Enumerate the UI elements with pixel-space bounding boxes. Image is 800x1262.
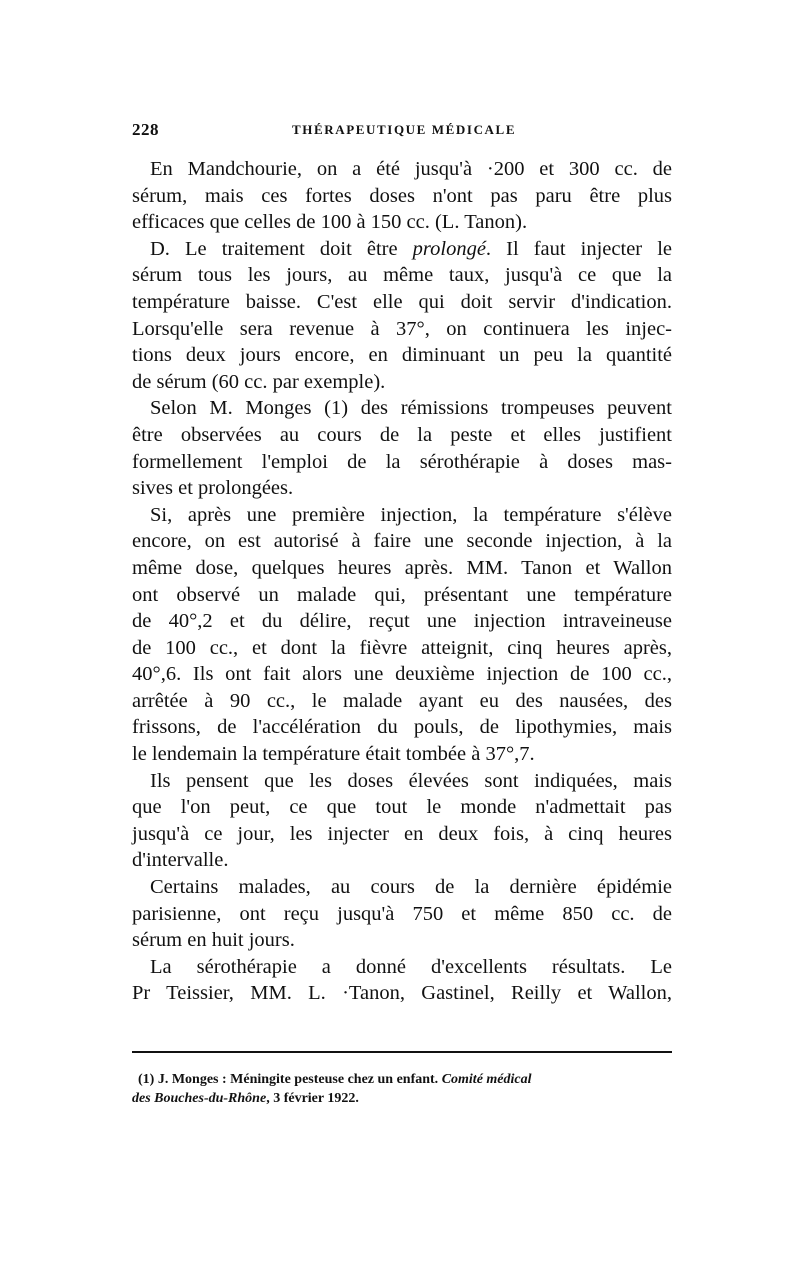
text-line: La sérothérapie a donné d'excellents résultats. Le: [150, 955, 672, 978]
footnote-divider: [132, 1051, 672, 1053]
text-line: frissons, de l'accélération du pouls, de lipothymies, mais: [132, 716, 672, 739]
text-line: Lorsqu'elle sera revenue à 37°, on continuera les injec-: [132, 317, 672, 340]
footnote-line: [132, 1089, 672, 1108]
text-line: Selon M. Monges (1) des rémissions trompeuses peuvent: [150, 397, 672, 420]
text-line: 40°,6. Ils ont fait alors une deuxième injection de 100 cc.,: [132, 663, 672, 686]
footnote-text: , 3 février 1922.: [266, 1091, 359, 1106]
text-line: température baisse. C'est elle qui doit servir d'indication.: [132, 290, 672, 313]
footnote-line: [132, 1070, 672, 1089]
text-line: d'intervalle.: [132, 849, 229, 872]
page-number: 228: [132, 120, 159, 139]
footnote: [132, 1070, 672, 1108]
text-line: sérum, mais ces fortes doses n'ont pas paru être plus: [132, 184, 672, 207]
text-line: que l'on peut, ce que tout le monde n'admettait pas: [132, 796, 672, 819]
text-line: encore, on est autorisé à faire une seconde injection, à la: [132, 530, 672, 553]
text-line: Pr Teissier, MM. L. ·Tanon, Gastinel, Reilly et Wallon,: [132, 982, 672, 1005]
body-text: [132, 156, 672, 1007]
text-line: de 40°,2 et du délire, reçut une injection intraveineuse: [132, 610, 672, 633]
text-line: être observées au cours de la peste et elles justifient: [132, 423, 672, 446]
footnote-italic: des Bouches-du-Rhône: [132, 1091, 267, 1106]
footnote-italic: Comité médical: [441, 1072, 532, 1087]
text-line: sérum en huit jours.: [132, 929, 295, 952]
text-line: sérum tous les jours, au même taux, jusqu'à ce que la: [132, 264, 672, 287]
text-line-emphasis: [132, 236, 672, 263]
text-line: Ils pensent que les doses élevées sont indiquées, mais: [150, 769, 672, 792]
text-line: Certains malades, au cours de la dernière épidémie: [150, 876, 672, 899]
text-segment: D. Le traitement doit être: [150, 237, 413, 260]
text-line: même dose, quelques heures après. MM. Tanon et Wallon: [132, 556, 672, 579]
page-header: [132, 120, 672, 144]
text-line: arrêtée à 90 cc., le malade ayant eu des nausées, des: [132, 689, 672, 712]
text-line: tions deux jours encore, en diminuant un peu la quantité: [132, 344, 672, 367]
text-line: de sérum (60 cc. par exemple).: [132, 370, 386, 393]
emphasis-prolonge: prolongé: [412, 237, 486, 260]
text-line: sives et prolongées.: [132, 477, 294, 500]
running-title: THÉRAPEUTIQUE MÉDICALE: [292, 122, 517, 137]
text-line: le lendemain la température était tombée à 37°,7.: [132, 743, 535, 766]
text-line: En Mandchourie, on a été jusqu'à ·200 et 300 cc. de: [150, 158, 672, 180]
text-line: ont observé un malade qui, présentant une température: [132, 583, 672, 606]
text-line: jusqu'à ce jour, les injecter en deux fois, à cinq heures: [132, 822, 672, 845]
text-line: formellement l'emploi de la sérothérapie à doses mas-: [132, 450, 672, 473]
text-segment: . Il faut injecter le: [485, 237, 673, 260]
footnote-text: (1) J. Monges : Méningite pesteuse chez un enfant.: [138, 1072, 442, 1087]
text-line: de 100 cc., et dont la fièvre atteignit, cinq heures après,: [132, 636, 672, 659]
text-line: efficaces que celles de 100 à 150 cc. (L. Tanon).: [132, 211, 528, 234]
text-line: Si, après une première injection, la température s'élève: [150, 503, 672, 526]
text-line: parisienne, ont reçu jusqu'à 750 et même 850 cc. de: [132, 902, 672, 925]
